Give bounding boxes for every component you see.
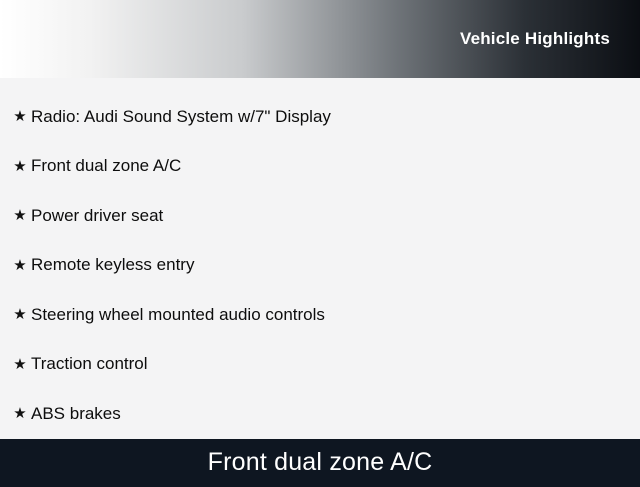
footer-caption: Front dual zone A/C [207,448,433,476]
star-icon: ★ [13,306,27,324]
star-icon: ★ [13,256,27,274]
feature-label: Traction control [31,354,148,374]
feature-label: Steering wheel mounted audio controls [31,304,325,324]
list-item [0,92,640,142]
list-item [0,142,640,192]
star-icon: ★ [13,207,27,225]
star-icon: ★ [13,405,27,423]
star-icon: ★ [13,355,27,373]
header-banner [0,0,640,78]
list-item [0,290,640,340]
feature-label: Remote keyless entry [31,255,195,275]
list-item [0,241,640,291]
feature-list [0,78,640,439]
list-item [0,389,640,439]
feature-label: ABS brakes [31,403,121,423]
footer-caption-bar [0,439,640,487]
star-icon: ★ [13,108,27,126]
feature-label: Radio: Audi Sound System w/7" Display [31,106,331,126]
feature-label: Front dual zone A/C [31,156,182,176]
star-icon: ★ [13,157,27,175]
list-item [0,340,640,390]
feature-label: Power driver seat [31,205,164,225]
list-item [0,191,640,241]
page-title: Vehicle Highlights [459,29,610,48]
